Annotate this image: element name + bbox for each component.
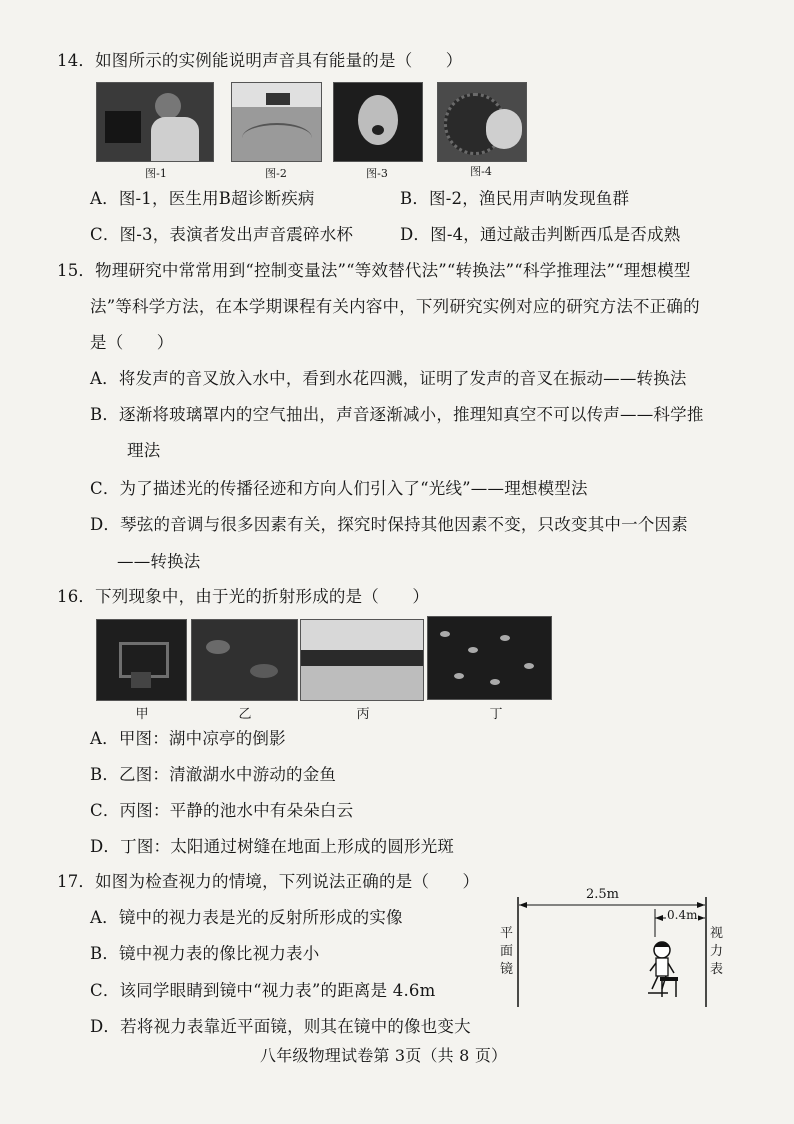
q14-stem: 14．如图所示的实例能说明声音具有能量的是（ ） xyxy=(57,51,463,70)
distance-label-small: 0.4m xyxy=(667,908,698,922)
q14-option-b: B．图-2，渔民用声呐发现鱼群 xyxy=(400,189,630,208)
q14-option-a: A．图-1，医生用B超诊断疾病 xyxy=(90,189,315,208)
q15-stem-line-3: 是（ ） xyxy=(90,333,174,352)
q16-caption-jia: 甲 xyxy=(135,707,149,722)
q15-option-c: C．为了描述光的传播径迹和方向人们引入了“光线”——理想模型法 xyxy=(90,479,588,498)
q17-figure-lines xyxy=(498,885,738,1010)
q15-option-a: A．将发声的音叉放入水中，看到水花四溅，证明了发声的音叉在振动——转换法 xyxy=(90,369,687,388)
q14-caption-1: 图-1 xyxy=(145,167,167,180)
q16-stem: 16．下列现象中，由于光的折射形成的是（ ） xyxy=(57,587,430,606)
q15-option-b-line-2: 理法 xyxy=(127,441,161,460)
chart-label: 视 力 表 xyxy=(710,926,724,977)
student-figure xyxy=(648,942,678,997)
mirror-label: 平 面 镜 xyxy=(500,926,514,977)
q14-photo-3 xyxy=(333,82,423,162)
q15-stem-line-2: 法”等科学方法，在本学期课程有关内容中，下列研究实例对应的研究方法不正确的 xyxy=(90,297,700,316)
q16-photo-yi xyxy=(191,619,298,701)
q14-caption-2: 图-2 xyxy=(265,167,287,180)
q17-stem: 17．如图为检查视力的情境，下列说法正确的是（ ） xyxy=(57,872,480,891)
q15-option-d-line-1: D．琴弦的音调与很多因素有关，探究时保持其他因素不变，只改变其中一个因素 xyxy=(90,515,688,534)
distance-label-total: 2.5m xyxy=(586,887,620,902)
q16-option-c: C．丙图：平静的池水中有朵朵白云 xyxy=(90,801,354,820)
q14-caption-4: 图-4 xyxy=(470,165,492,178)
q16-caption-ding: 丁 xyxy=(489,707,503,722)
q14-photo-2 xyxy=(231,82,322,162)
q17-option-a: A．镜中的视力表是光的反射所形成的实像 xyxy=(90,908,403,927)
q16-photo-bing xyxy=(300,619,424,701)
page-footer: 八年级物理试卷第 3页（共 8 页） xyxy=(260,1046,508,1065)
q14-option-d: D．图-4，通过敲击判断西瓜是否成熟 xyxy=(400,225,681,244)
q17-option-d: D．若将视力表靠近平面镜，则其在镜中的像也变大 xyxy=(90,1017,471,1036)
q15-option-b-line-1: B．逐渐将玻璃罩内的空气抽出，声音逐渐减小，推理知真空不可以传声——科学推 xyxy=(90,405,704,424)
q15-stem-line-1: 15．物理研究中常常用到“控制变量法”“等效替代法”“转换法”“科学推理法”“理想模型 xyxy=(57,261,691,280)
q17-eye-test-figure xyxy=(498,885,738,1010)
q17-option-c: C．该同学眼睛到镜中“视力表”的距离是 4.6m xyxy=(90,981,436,1000)
q14-caption-3: 图-3 xyxy=(366,167,388,180)
q16-photo-jia xyxy=(96,619,187,701)
q14-photo-4 xyxy=(437,82,527,162)
q16-option-a: A．甲图：湖中凉亭的倒影 xyxy=(90,729,286,748)
q16-option-d: D．丁图：太阳通过树缝在地面上形成的圆形光斑 xyxy=(90,837,455,856)
q14-option-c: C．图-3，表演者发出声音震碎水杯 xyxy=(90,225,354,244)
q16-option-b: B．乙图：清澈湖水中游动的金鱼 xyxy=(90,765,337,784)
q15-option-d-line-2: ——转换法 xyxy=(117,552,201,571)
q16-caption-yi: 乙 xyxy=(238,707,252,722)
q14-photo-1 xyxy=(96,82,214,162)
q16-caption-bing: 丙 xyxy=(356,707,370,722)
q16-photo-ding xyxy=(427,616,552,700)
q17-option-b: B．镜中视力表的像比视力表小 xyxy=(90,944,320,963)
